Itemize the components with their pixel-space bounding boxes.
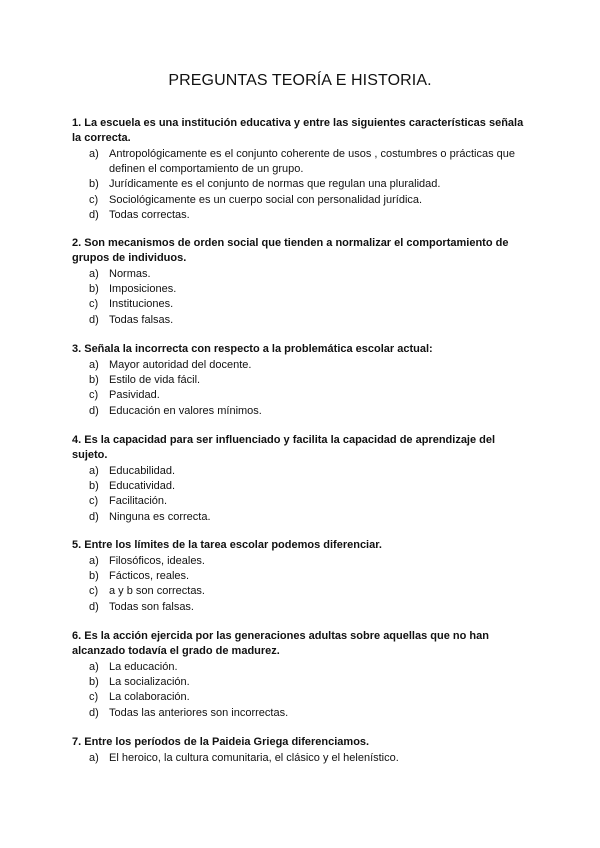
option-item	[72, 660, 532, 675]
option-letter: a)	[89, 359, 99, 371]
option-letter: d)	[89, 404, 99, 417]
option-item	[72, 147, 532, 177]
option-list	[72, 554, 532, 615]
option-list	[72, 464, 532, 525]
question-text: 2. Son mecanismos de orden social que tienden a normalizar el comportamiento de grupos de individuos.	[72, 237, 509, 264]
option-letter: c)	[89, 193, 99, 206]
option-item	[72, 313, 532, 328]
option-text: Estilo de vida fácil.	[109, 374, 201, 387]
option-letter: b)	[89, 676, 99, 689]
option-item	[72, 675, 532, 690]
option-text: Sociológicamente es un cuerpo social con personalidad jurídica.	[109, 193, 423, 206]
option-text: Antropológicamente es el conjunto coherente de usos , costumbres o prácticas que definen el comportamiento de un grupo.	[109, 148, 516, 176]
option-letter: a)	[89, 555, 99, 567]
option-letter: c)	[89, 495, 99, 508]
option-letter: a)	[89, 752, 99, 764]
option-item	[72, 297, 532, 312]
option-text: Todas correctas.	[109, 208, 190, 221]
question-1	[72, 116, 532, 223]
option-text: La socialización.	[109, 676, 190, 689]
option-item	[72, 584, 532, 599]
option-item	[72, 479, 532, 494]
option-item	[72, 358, 532, 373]
option-letter: b)	[89, 374, 99, 387]
question-4	[72, 433, 532, 525]
option-item	[72, 404, 532, 419]
option-list	[72, 660, 532, 721]
option-list	[72, 751, 532, 766]
option-text: Educatividad.	[109, 480, 176, 493]
option-item	[72, 177, 532, 192]
option-letter: a)	[89, 661, 99, 673]
option-letter: c)	[89, 691, 99, 704]
option-letter: a)	[89, 268, 99, 280]
option-letter: a)	[89, 465, 99, 477]
option-list	[72, 267, 532, 328]
option-letter: b)	[89, 480, 99, 493]
question-7	[72, 735, 532, 766]
option-text: Ninguna es correcta.	[109, 510, 211, 523]
question-text: 3. Señala la incorrecta con respecto a la problemática escolar actual:	[72, 343, 433, 355]
question-2	[72, 236, 532, 328]
option-text: Imposiciones.	[109, 283, 177, 296]
option-letter: b)	[89, 178, 99, 191]
option-text: Educación en valores mínimos.	[109, 404, 262, 417]
option-text: Todas son falsas.	[109, 600, 194, 613]
option-letter: b)	[89, 570, 99, 583]
option-letter: d)	[89, 600, 99, 613]
option-letter: a)	[89, 148, 99, 160]
option-text: Instituciones.	[109, 298, 174, 311]
option-item	[72, 706, 532, 721]
option-item	[72, 464, 532, 479]
option-list	[72, 358, 532, 419]
option-text: Fácticos, reales.	[109, 570, 190, 583]
option-text: Todas falsas.	[109, 313, 174, 326]
option-letter: c)	[89, 298, 99, 311]
question-6	[72, 629, 532, 721]
option-text: Normas.	[109, 268, 151, 280]
option-letter: d)	[89, 706, 99, 719]
option-letter: c)	[89, 389, 99, 402]
question-text: 4. Es la capacidad para ser influenciado y facilita la capacidad de aprendizaje del sujeto.	[72, 434, 496, 461]
question-text: 1. La escuela es una institución educativa y entre las siguientes características señala la correcta.	[72, 117, 524, 144]
page-title: PREGUNTAS TEORÍA E HISTORIA.	[168, 72, 432, 89]
option-letter: d)	[89, 313, 99, 326]
option-item	[72, 690, 532, 705]
question-text: 7. Entre los períodos de la Paideia Griega diferenciamos.	[72, 736, 370, 748]
question-5	[72, 538, 532, 615]
option-text: Mayor autoridad del docente.	[109, 359, 252, 371]
option-text: Todas las anteriores son incorrectas.	[109, 706, 289, 719]
option-text: Pasividad.	[109, 389, 160, 402]
option-text: a y b son correctas.	[109, 585, 205, 598]
option-item	[72, 388, 532, 403]
option-item	[72, 510, 532, 525]
option-item	[72, 208, 532, 223]
option-item	[72, 751, 532, 766]
option-item	[72, 267, 532, 282]
option-text: Facilitación.	[109, 495, 168, 508]
option-text: La educación.	[109, 661, 178, 673]
option-item	[72, 569, 532, 584]
option-list	[72, 147, 532, 223]
option-text: El heroico, la cultura comunitaria, el clásico y el helenístico.	[109, 752, 399, 764]
option-item	[72, 600, 532, 615]
option-item	[72, 494, 532, 509]
option-text: Filosóficos, ideales.	[109, 555, 205, 567]
question-3	[72, 342, 532, 419]
option-item	[72, 282, 532, 297]
option-text: Educabilidad.	[109, 465, 176, 477]
option-letter: c)	[89, 585, 99, 598]
option-item	[72, 554, 532, 569]
question-text: 6. Es la acción ejercida por las generaciones adultas sobre aquellas que no han alcanzado todavía el grado de madurez.	[72, 630, 489, 657]
option-item	[72, 373, 532, 388]
option-text: Jurídicamente es el conjunto de normas que regulan una pluralidad.	[109, 178, 441, 191]
option-text: La colaboración.	[109, 691, 190, 704]
option-letter: d)	[89, 208, 99, 221]
option-letter: b)	[89, 283, 99, 296]
option-item	[72, 193, 532, 208]
option-letter: d)	[89, 510, 99, 523]
question-text: 5. Entre los límites de la tarea escolar podemos diferenciar.	[72, 539, 382, 551]
